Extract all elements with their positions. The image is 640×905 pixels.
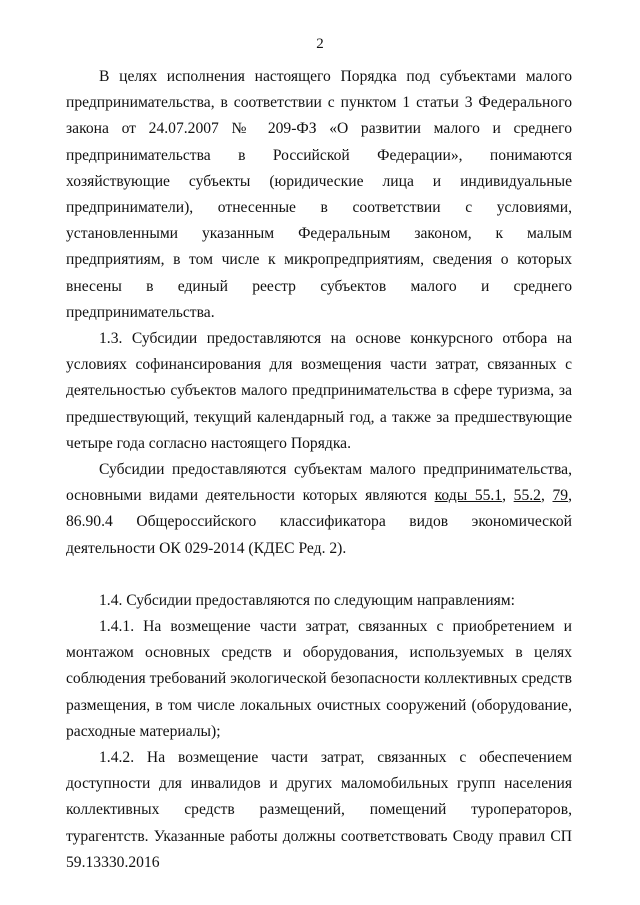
- document-body: [66, 64, 572, 876]
- okved-link-79[interactable]: 79: [552, 487, 569, 505]
- comma-separator: ,: [502, 487, 514, 505]
- paragraph-1-4: 1.4. Субсидии предоставляются по следующим направлениям:: [99, 591, 515, 609]
- okved-link-55-2[interactable]: 55.2: [513, 487, 541, 505]
- page-number: 2: [316, 36, 324, 52]
- paragraph-1-4-1: 1.4.1. На возмещение части затрат, связанных с приобретением и монтажом основных средств и оборудования, используемых в целях соблюдения требований экологической безопасности коллективных средств размещения, в том числе локальных очистных сооружений (оборудование, расходные материалы);: [66, 618, 572, 740]
- okved-link-55-1[interactable]: коды 55.1: [434, 487, 503, 505]
- paragraph-1-3: 1.3. Субсидии предоставляются на основе конкурсного отбора на условиях софинансирования для возмещения части затрат, связанных с деятельностью субъектов малого предпринимательства в сфере туризма, за предшествующий, текущий календарный год, а также за предшествующие четыре года согласно настоящего Порядка.: [66, 330, 572, 452]
- activity-codes-text-after: 86.90.4 Общероссийского классификатора видов экономической деятельности ОК 029-2014 (КДЕС Ред. 2).: [66, 513, 572, 557]
- activity-codes-text-before: Субсидии предоставляются субъектам малого предпринимательства, основными видами деятельности которых являются: [66, 461, 572, 505]
- paragraph-definition: В целях исполнения настоящего Порядка под субъектами малого предпринимательства, в соответствии с пунктом 1 статьи 3 Федерального закона от 24.07.2007 № 209-ФЗ «О развитии малого и среднего предпринимательства в Российской Федерации», понимаются хозяйствующие субъекты (юридические лица и индивидуальные предприниматели), отнесенные в соответствии с условиями, установленными указанным Федеральным законом, к малым предприятиям, в том числе к микропредприятиям, сведения о которых внесены в единый реестр субъектов малого и среднего предпринимательства.: [66, 68, 572, 321]
- comma-separator: ,: [540, 487, 553, 505]
- paragraph-activity-codes: [66, 457, 572, 562]
- paragraph-1-4-2: 1.4.2. На возмещение части затрат, связанных с обеспечением доступности для инвалидов и других маломобильных групп населения коллективных средств размещений, помещений туроператоров, турагентств. Указанные работы должны соответствовать Своду правил СП 59.13330.2016: [66, 749, 572, 871]
- comma-separator: ,: [568, 487, 572, 505]
